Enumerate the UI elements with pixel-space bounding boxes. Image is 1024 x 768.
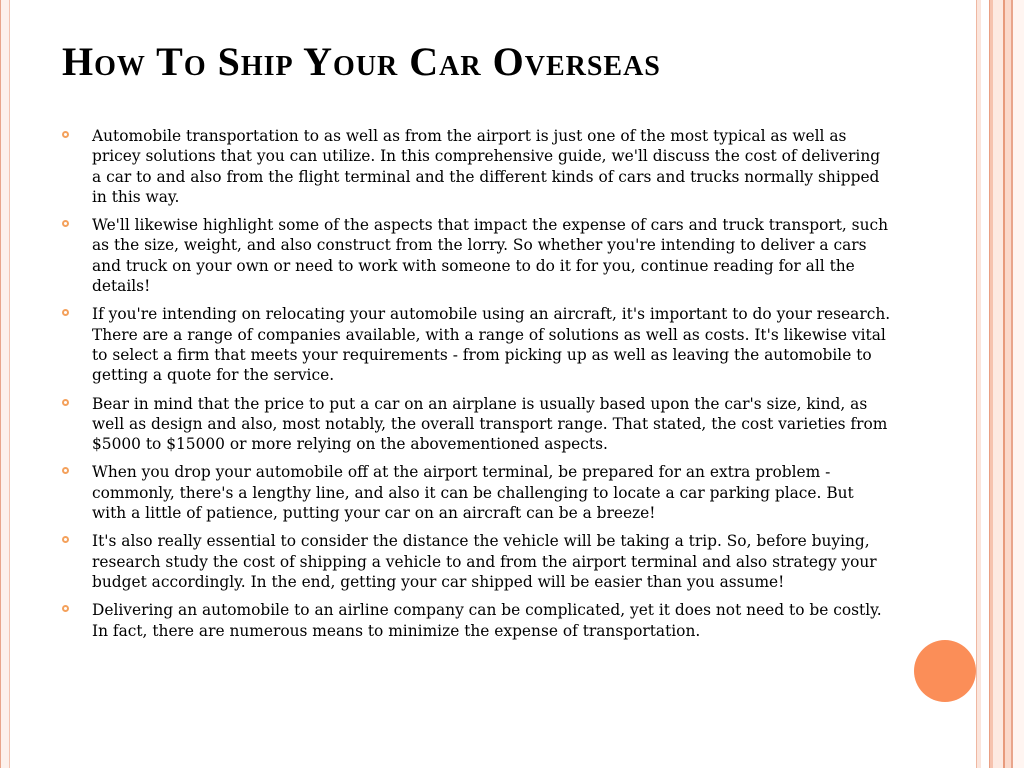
bullet-text: Delivering an automobile to an airline company can be complicated, yet it does not need to be costly. In fact, there are numerous means to minimize the expense of transportation. [92, 601, 882, 640]
list-item [62, 600, 892, 641]
bullet-circle-icon [62, 536, 69, 543]
bullet-list [62, 126, 892, 649]
list-item [62, 304, 892, 385]
right-stripes-decoration [976, 0, 1024, 768]
bullet-circle-icon [62, 309, 69, 316]
stripe [1013, 0, 1024, 768]
bullet-circle-icon [62, 220, 69, 227]
stripe [981, 0, 989, 768]
bullet-circle-icon [62, 605, 69, 612]
slide-title: How To Ship Your Car Overseas [62, 39, 661, 84]
bullet-circle-icon [62, 467, 69, 474]
left-border-decoration [0, 0, 10, 768]
bullet-circle-icon [62, 131, 69, 138]
stripe [993, 0, 1003, 768]
list-item [62, 531, 892, 592]
list-item [62, 215, 892, 296]
bullet-text: When you drop your automobile off at the airport terminal, be prepared for an extra problem - commonly, there's a lengthy line, and also it can be challenging to locate a car parking place. But with a little of patience, putting your car on an aircraft can be a breeze! [92, 463, 854, 523]
bullet-text: Bear in mind that the price to put a car on an airplane is usually based upon the car's size, kind, as well as design and also, most notably, the overall transport range. That stated, the cost varieties from $5000 to $15000 or more relying on the abovementioned aspects. [92, 394, 888, 454]
bullet-circle-icon [62, 399, 69, 406]
list-item [62, 462, 892, 523]
orange-circle-decoration [914, 640, 976, 702]
bullet-text: If you're intending on relocating your automobile using an aircraft, it's important to do your research. There are a range of companies available, with a range of solutions as well as costs. It's likewise vital to select a firm that meets your requirements - from picking up as well as leaving the automobile to getting a quote for the service. [92, 305, 891, 385]
bullet-text: Automobile transportation to as well as from the airport is just one of the most typical as well as pricey solutions that you can utilize. In this comprehensive guide, we'll discuss the cost of delivering a car to and also from the flight terminal and the different kinds of cars and trucks normally shipped in this way. [92, 127, 881, 206]
list-item [62, 126, 892, 207]
bullet-text: It's also really essential to consider the distance the vehicle will be taking a trip. So, before buying, research study the cost of shipping a vehicle to and from the airport terminal and also strategy your budget accordingly. In the end, getting your car shipped will be easier than you assume! [92, 532, 877, 591]
bullet-text: We'll likewise highlight some of the aspects that impact the expense of cars and truck transport, such as the size, weight, and also construct from the lorry. So whether you're intending to deliver a cars and truck on your own or need to work with someone to do it for you, continue reading for all the details! [92, 216, 889, 296]
list-item [62, 394, 892, 455]
